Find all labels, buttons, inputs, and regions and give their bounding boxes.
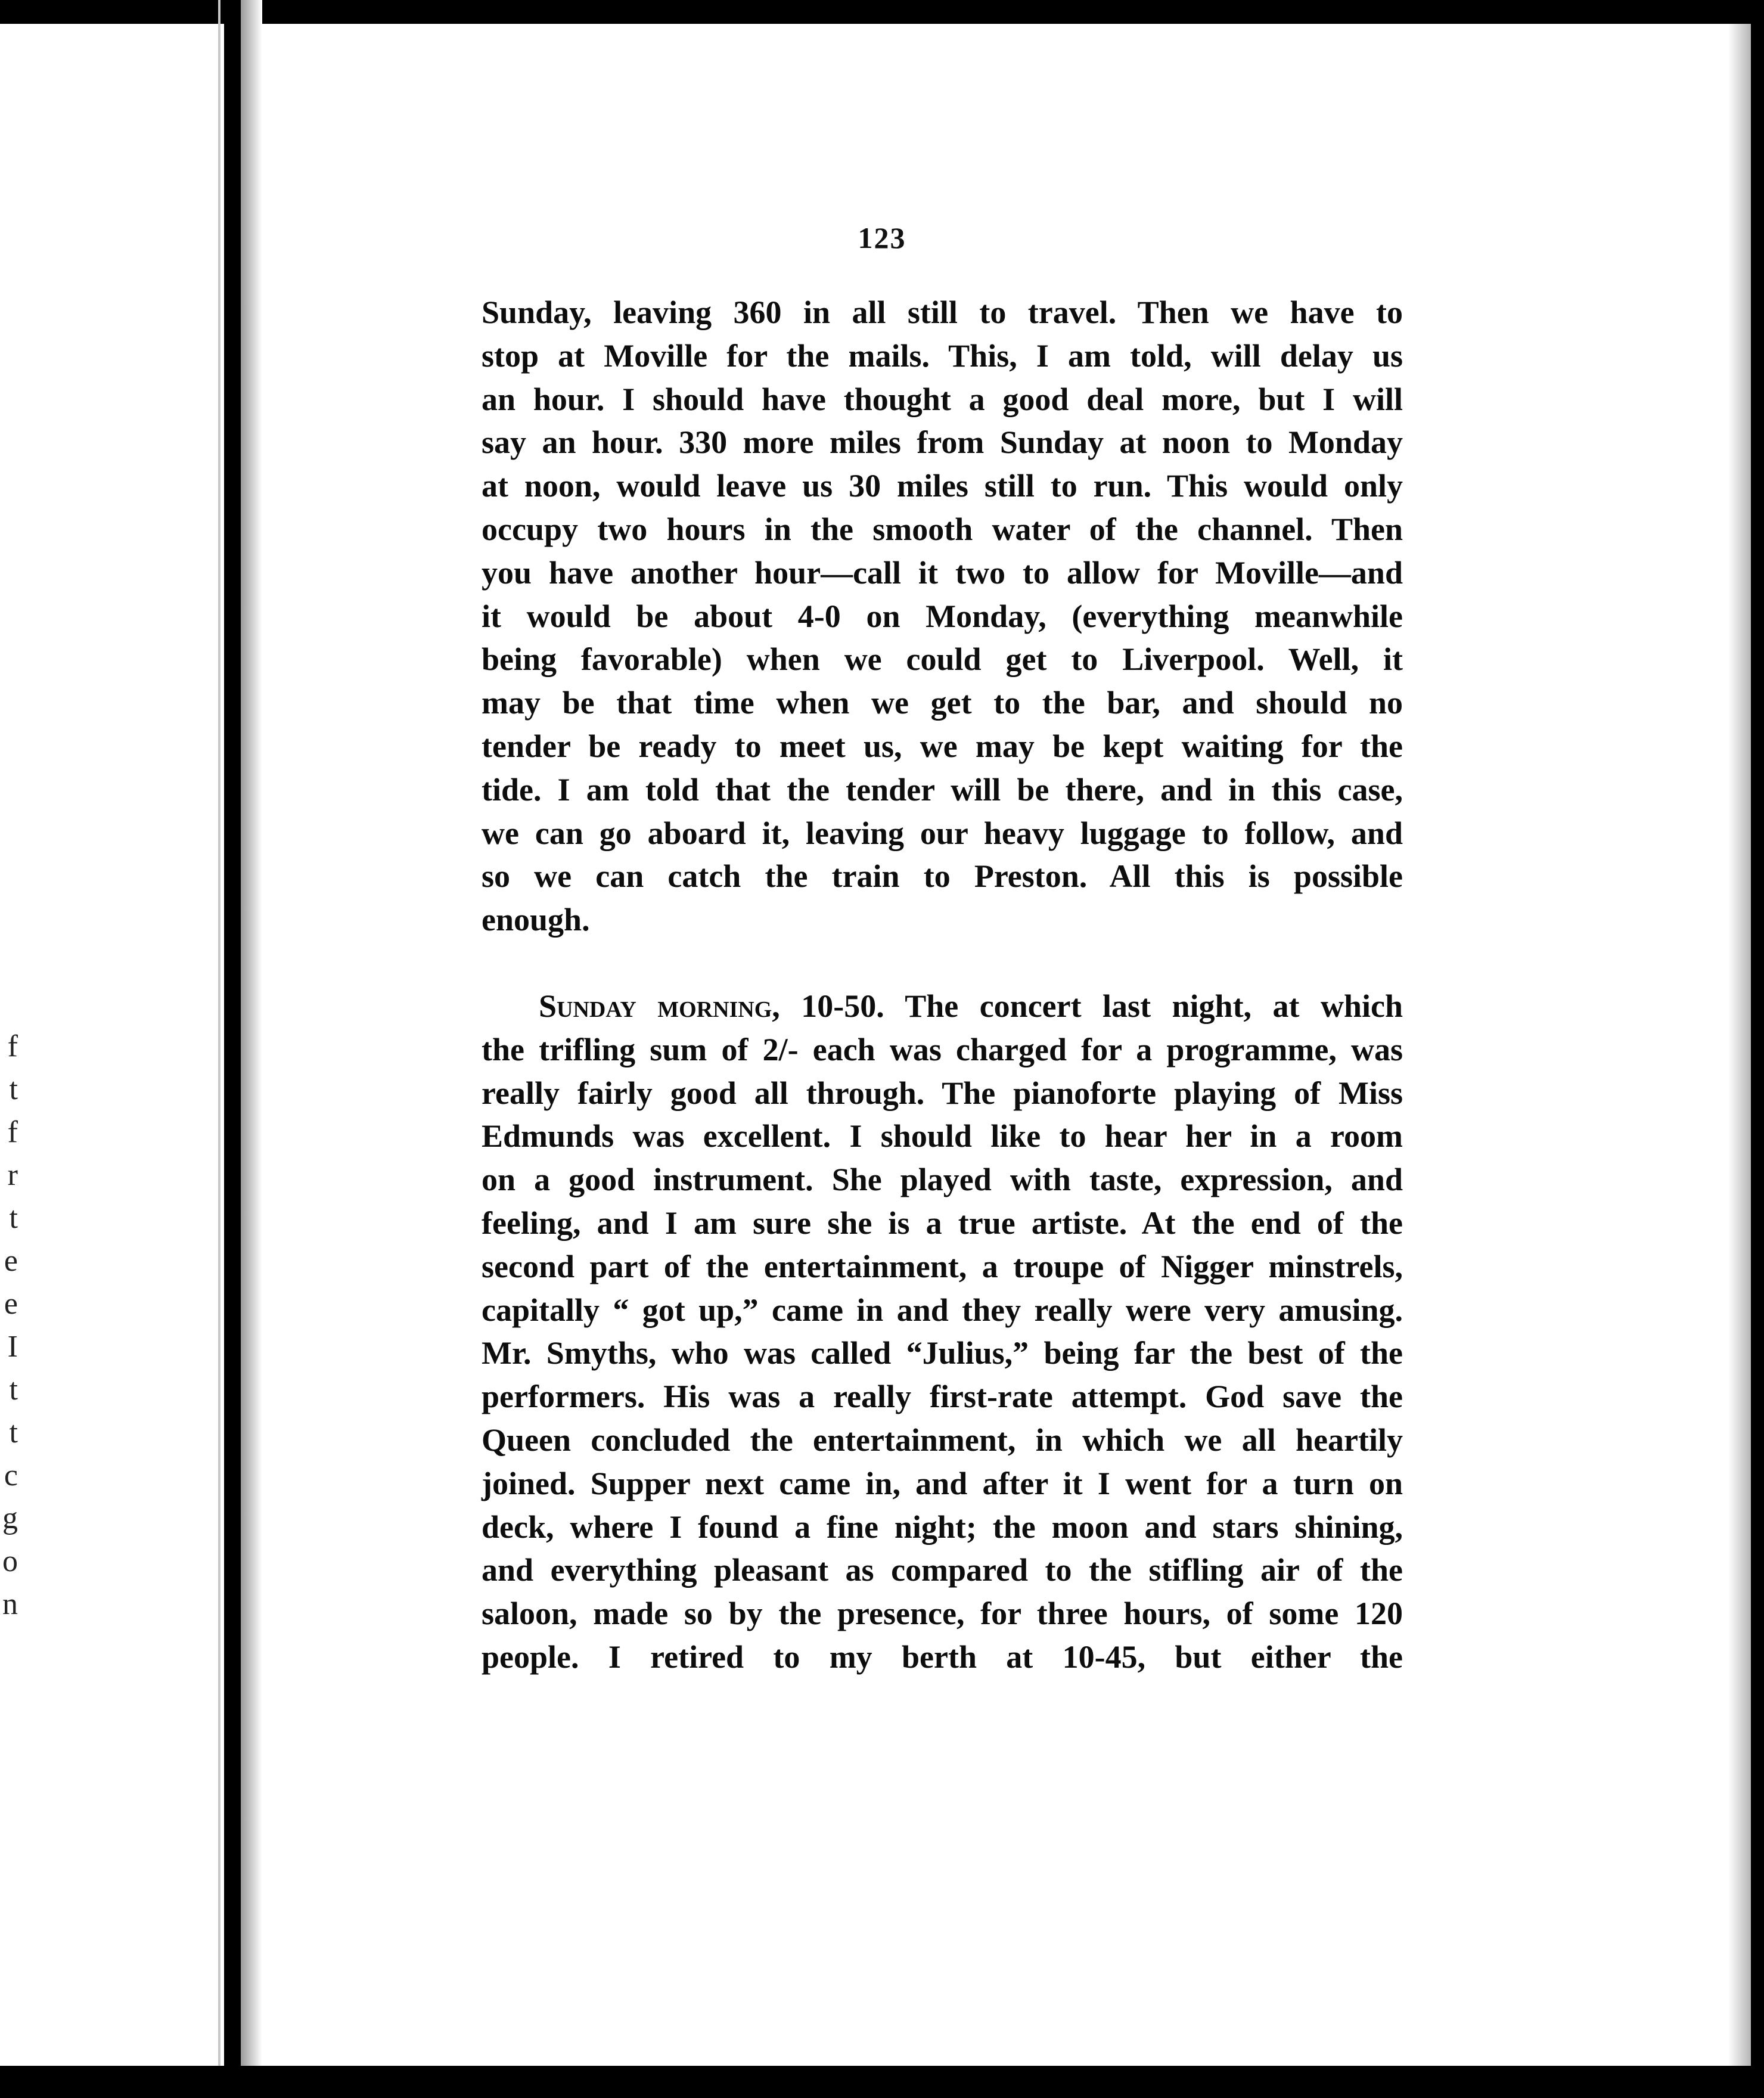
text-line: being favorable) when we could get to Liverpool. Well, it: [482, 641, 1403, 678]
bleed-char: f: [7, 1029, 18, 1063]
gutter-shadow: [241, 0, 262, 2098]
bleed-char: I: [7, 1330, 18, 1364]
bleed-char: c: [4, 1458, 18, 1492]
paragraph-spacer: [482, 942, 1403, 985]
diary-entry-heading: Sunday morning, 10-50.: [539, 988, 884, 1024]
text-line: stop at Moville for the mails. This, I am told, will delay us: [482, 337, 1403, 374]
text-line: it would be about 4-0 on Monday, (everything meanwhile: [482, 598, 1403, 634]
text-line: and everything pleasant as compared to the stifling air of the: [482, 1552, 1403, 1588]
text-line-first: [482, 985, 1403, 1028]
bleed-char: t: [9, 1373, 18, 1407]
text-line-rest: The concert last night, at which: [905, 988, 1403, 1024]
text-line: tide. I am told that the tender will be there, and in this case,: [482, 771, 1403, 808]
bleed-char: t: [9, 1072, 18, 1106]
text-line: occupy two hours in the smooth water of the channel. Then: [482, 511, 1403, 547]
text-line: Edmunds was excellent. I should like to hear her in a room: [482, 1118, 1403, 1154]
text-line: may be that time when we get to the bar, and should no: [482, 685, 1403, 721]
text-line: Sunday, leaving 360 in all still to travel. Then we have to: [482, 294, 1403, 330]
text-line: so we can catch the train to Preston. All this is possible: [482, 858, 1403, 895]
text-line: deck, where I found a fine night; the moon and stars shining,: [482, 1509, 1403, 1545]
text-line: capitally “ got up,” came in and they really were very amusing.: [482, 1292, 1403, 1328]
facing-page-edge: [218, 0, 220, 2098]
bleed-char: n: [2, 1587, 18, 1621]
text-line: tender be ready to meet us, we may be kept waiting for the: [482, 728, 1403, 764]
paragraph-1: [482, 291, 1403, 942]
text-line: feeling, and I am sure she is a true artiste. At the end of the: [482, 1205, 1403, 1241]
scan-border-right: [1751, 0, 1764, 2098]
bleed-char: o: [2, 1544, 18, 1578]
text-line: joined. Supper next came in, and after it I went for a turn on: [482, 1465, 1403, 1501]
text-line: performers. His was a really first-rate attempt. God save the: [482, 1379, 1403, 1415]
text-line: second part of the entertainment, a troupe of Nigger minstrels,: [482, 1248, 1403, 1284]
bleed-char: t: [9, 1416, 18, 1450]
bleed-char: e: [4, 1287, 18, 1321]
scan-border-bottom: [0, 2066, 1764, 2098]
text-line: on a good instrument. She played with taste, expression, and: [482, 1162, 1403, 1198]
text-line: Queen concluded the entertainment, in which we all heartily: [482, 1422, 1403, 1458]
bleed-char: f: [7, 1115, 18, 1149]
text-line: we can go aboard it, leaving our heavy luggage to follow, and: [482, 815, 1403, 851]
page-number: 123: [858, 221, 906, 255]
bleed-char: r: [7, 1158, 18, 1192]
page-edge-shadow: [1728, 24, 1751, 2066]
bleed-char: g: [2, 1501, 18, 1535]
bleed-char: t: [9, 1201, 18, 1235]
text-line: say an hour. 330 more miles from Sunday at noon to Monday: [482, 424, 1403, 461]
facing-page-bleed-text: [0, 1025, 18, 1626]
text-line: at noon, would leave us 30 miles still to run. This would only: [482, 468, 1403, 504]
text-line: enough.: [482, 902, 590, 938]
text-line: an hour. I should have thought a good deal more, but I will: [482, 381, 1403, 417]
text-line: Mr. Smyths, who was called “Julius,” being far the best of the: [482, 1335, 1403, 1371]
text-line: you have another hour—call it two to allow for Moville—and: [482, 554, 1403, 591]
text-line: saloon, made so by the presence, for three hours, of some 120: [482, 1596, 1403, 1632]
text-line: really fairly good all through. The pianoforte playing of Miss: [482, 1075, 1403, 1111]
text-line: people. I retired to my berth at 10-45, but either the: [482, 1638, 1403, 1675]
paragraph-2: [482, 985, 1403, 1679]
scan-border-top: [0, 0, 1764, 24]
body-text: [482, 291, 1403, 1679]
text-line: the trifling sum of 2/- each was charged for a programme, was: [482, 1031, 1403, 1067]
bleed-char: e: [4, 1244, 18, 1278]
book-gutter: [224, 0, 241, 2098]
